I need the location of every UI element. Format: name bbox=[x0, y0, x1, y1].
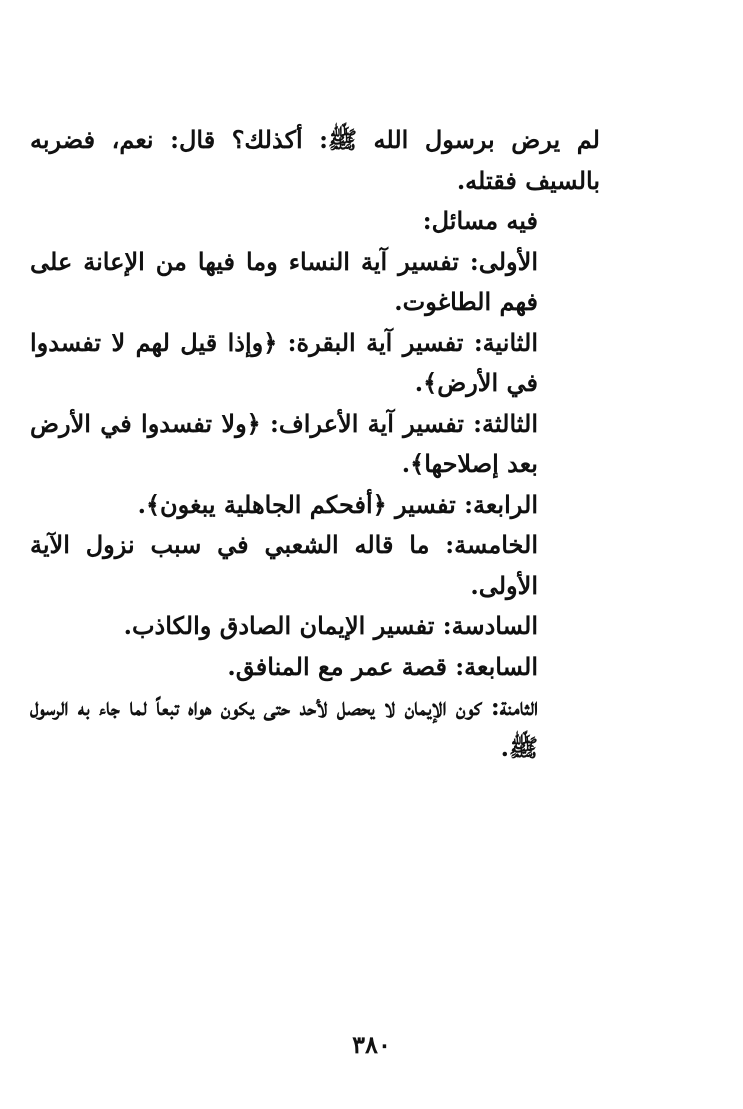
paragraph-issue-2: الثانية: تفسير آية البقرة: ﴿وإذا قيل لهم لا تفسدوا في الأرض﴾. bbox=[30, 327, 538, 397]
paragraph-issue-4: الرابعة: تفسير ﴿أفحكم الجاهلية يبغون﴾. bbox=[137, 489, 538, 519]
paragraph-issue-8: الثامنة: كون الإيمان لا يحصل لأحد حتى يكون هواه تبعاً لما جاء به الرسول ﷺ. bbox=[30, 692, 538, 762]
page-body-text bbox=[30, 120, 600, 768]
paragraph-issue-6: السادسة: تفسير الإيمان الصادق والكاذب. bbox=[123, 611, 538, 640]
page-number: ٣٨٠ bbox=[352, 1030, 391, 1059]
paragraph-issues-heading: فيه مسائل: bbox=[422, 206, 538, 235]
paragraph-issue-5: الخامسة: ما قاله الشعبي في سبب نزول الآية الأولى. bbox=[30, 530, 539, 600]
paragraph-issue-1: الأولى: تفسير آية النساء وما فيها من الإعانة على فهم الطاغوت. bbox=[30, 246, 538, 316]
paragraph-hadith-end: لم يرض برسول الله ﷺ: أكذلك؟ قال: نعم، فضربه بالسيف فقتله. bbox=[30, 125, 600, 195]
paragraph-issue-3: الثالثة: تفسير آية الأعراف: ﴿ولا تفسدوا في الأرض بعد إصلاحها﴾. bbox=[30, 408, 538, 478]
paragraph-issue-7: السابعة: قصة عمر مع المنافق. bbox=[227, 651, 538, 681]
